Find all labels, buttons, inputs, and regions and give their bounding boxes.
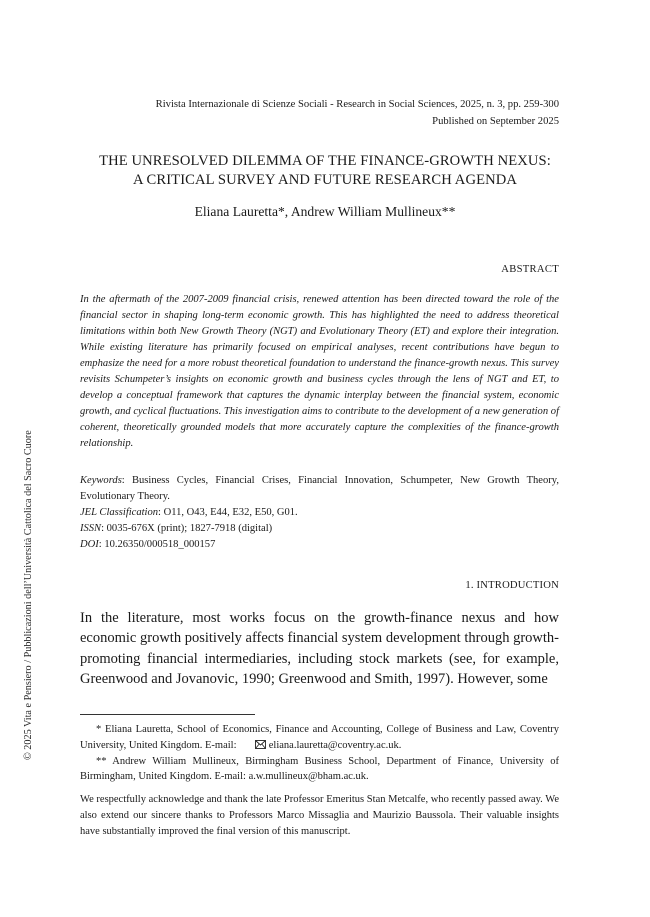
acknowledgement xyxy=(80,792,559,839)
footnote-1 xyxy=(80,722,559,754)
envelope-icon xyxy=(239,738,266,754)
authors: Eliana Lauretta*, Andrew William Mullineux** xyxy=(194,204,456,219)
keywords-text: : Business Cycles, Financial Crises, Financial Innovation, Schumpeter, New Growth Theory, Evolutionary Theory. xyxy=(80,475,559,503)
footnote-divider xyxy=(80,714,255,715)
abstract-text: In the aftermath of the 2007-2009 financial crisis, renewed attention has been directed toward the role of the financial sector in shaping long-term economic growth. This has highlighted the need to address theoretical limitations within both New Growth Theory (NGT) and Evolutionary Theory (ET) and explore their integration. While existing literature has primarily focused on empirical analyses, recent contributions have begun to emphasize the need for a more robust theoretical foundation to understand the finance-growth nexus. This survey revisits Schumpeter’s insights on economic growth and business cycles through the lens of NGT and ET, to develop a conceptual framework that captures the dynamic interplay between the financial system, economic growth, and cyclical fluctuations. This investigation aims to contribute to the development of a new generation of coherent, theoretically grounded models that more accurately capture the complexities of the finance-growth relationship. xyxy=(80,294,559,450)
footnotes xyxy=(80,722,559,785)
footnote-1-email[interactable]: eliana.lauretta@coventry.ac.uk. xyxy=(268,739,402,751)
jel-text: : O11, O43, E44, E32, E50, G01. xyxy=(158,507,298,519)
issn-label: ISSN xyxy=(80,523,102,535)
keywords-label: Keywords xyxy=(80,475,122,486)
introduction-text: In the literature, most works focus on the growth-finance nexus and how economic growth positively affects financial system development through growth-promoting financial intermediaries, including stock markets (see, for example, Greenwood and Jovanovic, 1990; Greenwood and Smith, 1997). However, some xyxy=(80,610,559,688)
copyright-sidebar: © 2025 Vita e Pensiero / Pubblicazioni dell’Università Cattolica del Sacro Cuore xyxy=(23,430,34,760)
doi-text[interactable]: : 10.26350/000518_000157 xyxy=(98,539,216,551)
abstract-heading: ABSTRACT xyxy=(501,264,559,275)
jel-line xyxy=(80,505,559,521)
footnote-1-text: * Eliana Lauretta, School of Economics, Finance and Accounting, College of Business and Law, Coventry University, United Kingdom. E-mail: xyxy=(80,724,559,751)
issn-line xyxy=(80,521,559,537)
paper-title xyxy=(60,152,590,190)
title-line-1: THE UNRESOLVED DILEMMA OF THE FINANCE-GROWTH NEXUS: xyxy=(99,153,551,169)
section-heading-introduction: 1. INTRODUCTION xyxy=(465,580,559,591)
keywords-block xyxy=(80,473,559,553)
published-date: Published on September 2025 xyxy=(432,116,559,127)
keywords-line xyxy=(80,473,559,505)
footnote-2: ** Andrew William Mullineux, Birmingham Business School, Department of Finance, University of Birmingham, United Kingdom. E-mail: a.w.mullineux@bham.ac.uk. xyxy=(80,755,559,783)
issn-text: : 0035-676X (print); 1827-7918 (digital) xyxy=(101,523,273,535)
title-line-2: A CRITICAL SURVEY AND FUTURE RESEARCH AGENDA xyxy=(132,172,518,188)
acknowledgement-text: We respectfully acknowledge and thank the late Professor Emeritus Stan Metcalfe, who recently passed away. We also extend our sincere thanks to Professors Marco Missaglia and Maurizio Baussola. Their valuable insights have substantially improved the final version of this manuscript. xyxy=(80,794,559,837)
journal-line: Rivista Internazionale di Scienze Sociali - Research in Social Sciences, 2025, n. 3, pp. 259-300 xyxy=(155,99,559,110)
doi-label: DOI xyxy=(80,539,99,551)
jel-label: JEL Classification xyxy=(80,507,159,519)
doi-line xyxy=(80,537,559,553)
journal-header xyxy=(156,96,559,130)
